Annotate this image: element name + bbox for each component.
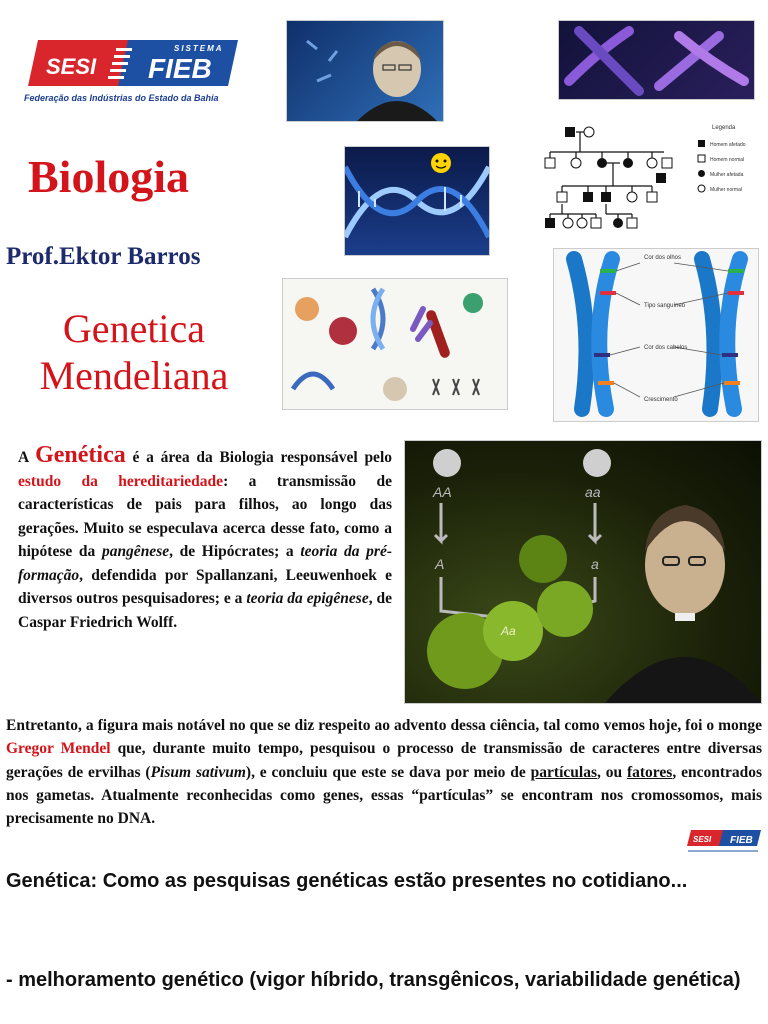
- chromosomes-image: [558, 20, 755, 100]
- intro-text-6: , de Caspar Friedrich Wolff.: [18, 590, 393, 631]
- sesi-fieb-small-logo: [686, 828, 762, 856]
- logo-subtitle: Federação das Indústrias do Estado da Bahia: [24, 93, 219, 103]
- intro-text-2: é a área da Biologia responsável pelo: [132, 449, 392, 466]
- small-logo-sesi: SESI: [693, 835, 712, 844]
- chromosome-label-growth: Crescimento: [644, 397, 678, 403]
- allele-label-Aa: Aa: [501, 624, 516, 638]
- subtitle-line-1: Genetica: [62, 306, 206, 351]
- allele-label-aa: aa: [585, 484, 601, 500]
- para-pisum: Pisum sativum: [150, 763, 246, 781]
- chromosome-label-eyes: Cor dos olhos: [644, 255, 682, 261]
- pedigree-legend-title: Legenda: [712, 125, 736, 131]
- allele-label-a: a: [591, 556, 599, 572]
- intro-teoria-epi: teoria da epigênese: [246, 590, 369, 607]
- intro-paragraph: [18, 444, 392, 634]
- logo-sesi-text: SESI: [46, 54, 97, 79]
- para-text-1: Entretanto, a figura mais notável no que se diz respeito ao advento dessa ciência, tal como vemos hoje, foi o monge: [6, 717, 762, 734]
- para-particulas: partículas: [530, 763, 597, 781]
- mendel-peas-image: [404, 440, 762, 704]
- main-paragraph: [6, 714, 762, 830]
- legend-item-4: Mulher normal: [710, 187, 742, 193]
- intro-text-1: A: [18, 449, 29, 466]
- logo-fieb-text: FIEB: [148, 53, 212, 84]
- intro-pangenese: pangênese: [101, 543, 170, 560]
- legend-item-2: Homem normal: [710, 157, 745, 163]
- para-text-3: ), e concluiu que este se dava por meio de: [245, 763, 526, 781]
- chromosome-label-hair: Cor dos cabelos: [644, 345, 688, 351]
- para-text-2: que, durante muito tempo, pesquisou o processo de transmissão de caracteres entre diversas gerações de ervilhas (: [6, 740, 763, 781]
- professor-name: Prof.Ektor Barros: [6, 243, 201, 270]
- intro-genetica: Genética: [35, 442, 126, 468]
- para-text-5: , encontrados nos gametas. Atualmente reconhecidas como genes, essas “partículas” se encontram nos cromossomos, mais precisamente no DNA.: [6, 763, 763, 828]
- intro-teoria-pre: teoria da pré-formação: [18, 543, 392, 584]
- genetics-collage-image: [282, 278, 508, 410]
- subtitle: [0, 305, 268, 399]
- chromosome-diagram: [553, 248, 759, 422]
- intro-text-4: , de Hipócrates; a: [169, 543, 294, 560]
- mendel-portrait-image: [286, 20, 444, 122]
- allele-label-AA: AA: [433, 484, 452, 500]
- para-mendel: Gregor Mendel: [6, 740, 111, 758]
- intro-estudo: estudo da hereditariedade: [18, 472, 224, 490]
- legend-item-3: Mulher afetada: [710, 172, 744, 178]
- bullet-item: - melhoramento genético (vigor híbrido, transgênicos, variabilidade genética): [6, 969, 741, 991]
- para-fatores: fatores: [626, 763, 673, 781]
- intro-text-5: , defendida por Spallanzani, Leeuwenhoek e diversos outros pesquisadores; e a: [18, 566, 392, 607]
- pedigree-chart: [540, 118, 756, 236]
- allele-label-A: A: [435, 556, 445, 572]
- chromosome-label-blood: Tipo sanguíneo: [644, 303, 686, 309]
- small-logo-fieb: FIEB: [730, 835, 753, 846]
- logo-system-text: SISTEMA: [174, 44, 224, 53]
- section-heading: Genética: Como as pesquisas genéticas estão presentes no cotidiano...: [6, 870, 688, 892]
- intro-text-3: : a transmissão de características de pais para filhos, ao longo das gerações. Muito se especulava acerca desse fato, como a hipótese da: [18, 472, 392, 560]
- page-title: Biologia: [28, 151, 190, 202]
- legend-item-1: Homem afetado: [710, 142, 746, 148]
- dna-helix-image: [344, 146, 490, 256]
- para-text-4: , ou: [596, 763, 623, 781]
- subtitle-line-2: Mendeliana: [39, 353, 229, 398]
